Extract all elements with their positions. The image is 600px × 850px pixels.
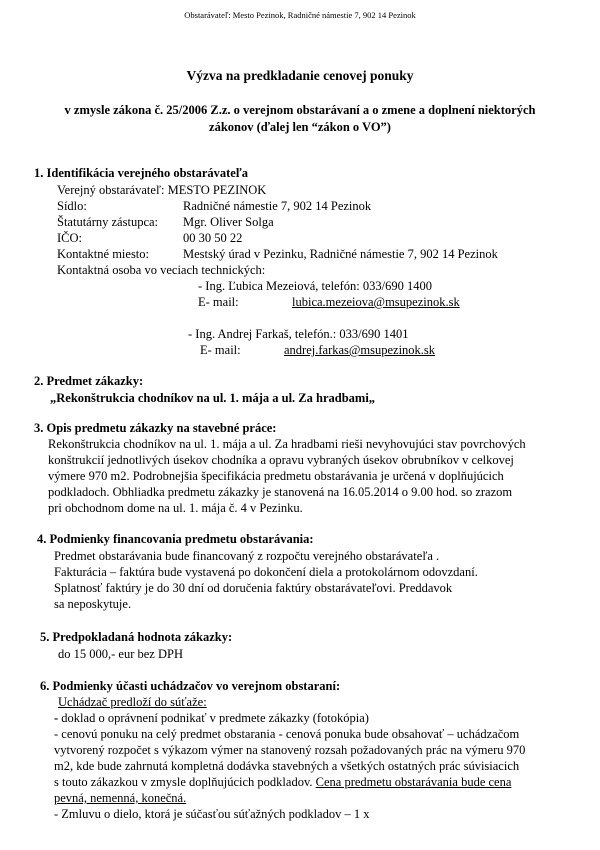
section-1-heading: 1. Identifikácia verejného obstarávateľa xyxy=(34,166,248,180)
contact-2-email-link[interactable]: andrej.farkas@msupezinok.sk xyxy=(284,343,436,357)
sidlo-value: Radničné námestie 7, 902 14 Pezinok xyxy=(183,199,372,213)
ponuka-line-4: s touto zákazkou v zmysle doplňujúcich podkladov. xyxy=(54,775,316,789)
ico-value: 00 30 50 22 xyxy=(183,231,243,245)
kontaktna-osoba-label: Kontaktná osoba vo veciach technických: xyxy=(57,263,266,277)
section-4-heading: 4. Podmienky financovania predmetu obstarávania: xyxy=(37,532,314,546)
opis-line-2: konštrukcií jednotlivých úsekov chodníka a opravu vybraných úsekov obrubníkov v celkovej xyxy=(48,453,514,467)
predmet-zakazky-value: „Rekonštrukcia chodníkov na ul. 1. mája a ul. Za hradbami„ xyxy=(50,391,376,405)
opis-line-3: výmere 970 m2. Podrobnejšia špecifikácia predmetu obstarávania je určená v doplňujúcich xyxy=(48,469,504,483)
cena-underlined: Cena predmetu obstarávania bude cena xyxy=(315,775,512,789)
contact-2-name: - Ing. Andrej Farkaš, telefón.: 033/690 1401 xyxy=(188,327,409,341)
ponuka-line-2: vytvorený rozpočet s výkazom výmer na stanovený rozsah požadovaných prác na výmeru 970 xyxy=(54,743,526,757)
zastupca-value: Mgr. Oliver Solga xyxy=(183,215,274,229)
dash-bullet: - xyxy=(54,711,59,725)
ponuka-line-3: m2, kde bude zahrnutá kompletná dodávka stavebných a všetkých ostatných prác súvisiacich xyxy=(54,759,520,773)
contact-1-email-link[interactable]: lubica.mezeiova@msupezinok.sk xyxy=(292,295,460,309)
financovanie-line-1: Predmet obstarávania bude financovaný z rozpočtu verejného obstarávateľa . xyxy=(54,549,440,563)
section-5-heading: 5. Predpokladaná hodnota zákazky: xyxy=(40,630,233,644)
zmluva-item: - Zmluvu o dielo, ktorá je súčasťou súťažných podkladov – 1 x xyxy=(54,807,370,821)
opis-line-4: podkladoch. Obhliadka predmetu zákazky je stanovená na 16.05.2014 o 9.00 hod. so zrazom xyxy=(48,485,513,499)
contact-1-name: - Ing. Ľubica Mezeiová, telefón: 033/690 1400 xyxy=(198,279,432,293)
opis-line-5: pri obchodnom dome na ul. 1. mája č. 4 v Pezinku. xyxy=(48,501,303,515)
subtitle-line-1: v zmysle zákona č. 25/2006 Z.z. o verejnom obstarávaní a o zmene a doplnení niektorých xyxy=(64,103,536,117)
ponuka-line-1: - cenovú ponuku na celý predmet obstarania - cenová ponuka bude obsahovať – uchádzačom xyxy=(54,727,520,741)
page-header: Obstarávateľ: Mesto Pezinok, Radničné námestie 7, 902 14 Pezinok xyxy=(184,10,416,20)
miesto-label: Kontaktné miesto: xyxy=(57,247,149,261)
hodnota-value: do 15 000,- eur bez DPH xyxy=(58,647,183,661)
ico-label: IČO: xyxy=(57,231,82,245)
section-6-heading: 6. Podmienky účasti uchádzačov vo verejnom obstaraní: xyxy=(40,679,341,693)
opis-line-1: Rekonštrukcia chodníkov na ul. 1. mája a ul. Za hradbami rieši nevyhovujúci stav povrchových xyxy=(48,437,526,451)
cena-underlined-2: pevná, nemenná, konečná. xyxy=(54,791,187,805)
sidlo-label: Sídlo: xyxy=(57,199,87,213)
section-2-heading: 2. Predmet zákazky: xyxy=(34,374,144,388)
contact-1-mail-label: E- mail: xyxy=(198,295,239,309)
zastupca-label: Štatutárny zástupca: xyxy=(57,215,159,229)
obstaravatel-line: Verejný obstarávateľ: MESTO PEZINOK xyxy=(57,183,267,197)
contact-2-mail-label: E- mail: xyxy=(200,343,241,357)
document-title: Výzva na predkladanie cenovej ponuky xyxy=(186,68,414,83)
doklad-item: doklad o oprávnení podnikať v predmete zákazky (fotokópia) xyxy=(58,711,369,725)
subtitle-line-2: zákonov (ďalej len “zákon o VO”) xyxy=(209,120,391,134)
miesto-value: Mestský úrad v Pezinku, Radničné námestie 7, 902 14 Pezinok xyxy=(183,247,498,261)
financovanie-line-4: sa neposkytuje. xyxy=(54,597,132,611)
uchadzac-intro: Uchádzač predloží do súťaže: xyxy=(58,695,207,709)
section-3-heading: 3. Opis predmetu zákazky na stavebné práce: xyxy=(34,421,277,435)
financovanie-line-3: Splatnosť faktúry je do 30 dní od doručenia faktúry obstarávateľovi. Preddavok xyxy=(54,581,453,595)
financovanie-line-2: Fakturácia – faktúra bude vystavená po dokončení diela a protokolárnom odovzdaní. xyxy=(54,565,478,579)
